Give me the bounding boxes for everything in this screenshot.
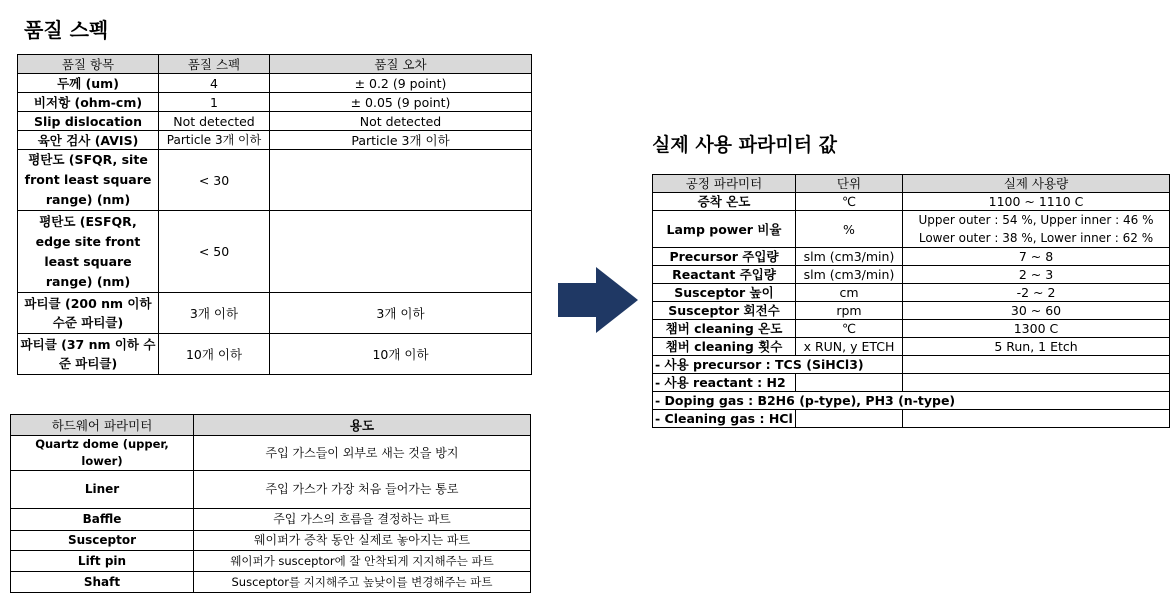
table-row (653, 284, 1170, 302)
table-row (18, 293, 532, 334)
table-row (653, 338, 1170, 356)
hardware-name: Lift pin (11, 551, 194, 572)
param-name: Susceptor 회전수 (653, 302, 796, 320)
hardware-use: 웨이퍼가 증착 동안 실제로 놓아지는 파트 (194, 531, 531, 551)
table-row (653, 302, 1170, 320)
table-row (653, 266, 1170, 284)
table-row (11, 531, 531, 551)
spec-value: 4 (159, 74, 270, 93)
lamp-power-lower: Lower outer : 38 %, Lower inner : 62 % (918, 231, 1154, 245)
param-value: 30 ~ 60 (903, 302, 1170, 320)
right-arrow-icon (558, 267, 638, 333)
spec-tolerance: ± 0.05 (9 point) (270, 93, 532, 112)
table-row (18, 211, 532, 293)
param-name: 챔버 cleaning 횟수 (653, 338, 796, 356)
note-empty-cell (903, 356, 1170, 374)
param-name: 증착 온도 (653, 193, 796, 211)
spec-value: Not detected (159, 112, 270, 131)
process-parameter-table (652, 174, 1170, 428)
table-header-row (653, 175, 1170, 193)
lamp-power-upper: Upper outer : 54 %, Upper inner : 46 % (918, 213, 1154, 227)
spec-value: 1 (159, 93, 270, 112)
table-row (18, 334, 532, 375)
hardware-name: Shaft (11, 572, 194, 593)
hardware-use: 주입 가스가 가장 처음 들어가는 통로 (194, 471, 531, 509)
table-row (653, 320, 1170, 338)
spec-value: < 50 (159, 211, 270, 293)
table-row (18, 131, 532, 150)
spec-tolerance: Particle 3개 이하 (270, 131, 532, 150)
column-header: 품질 스펙 (159, 55, 270, 74)
param-unit: ℃ (796, 320, 903, 338)
params-title: 실제 사용 파라미터 값 (652, 134, 838, 156)
hardware-name: Liner (11, 471, 194, 509)
param-value: 5 Run, 1 Etch (903, 338, 1170, 356)
column-header: 용도 (194, 415, 531, 436)
spec-item: 평탄도 (SFQR, site front least square range) (nm) (18, 150, 159, 211)
hardware-name: Quartz dome (upper, lower) (11, 436, 194, 471)
spec-item: 파티클 (200 nm 이하 수준 파티클) (18, 293, 159, 334)
param-value: 1300 C (903, 320, 1170, 338)
spec-item: 육안 검사 (AVIS) (18, 131, 159, 150)
spec-item: 평탄도 (ESFQR, edge site front least square range) (nm) (18, 211, 159, 293)
note-text: - 사용 reactant : H2 (653, 374, 796, 392)
table-header-row (18, 55, 532, 74)
note-empty-cell (903, 410, 1170, 428)
hardware-parameter-table (10, 414, 531, 593)
param-unit: slm (cm3/min) (796, 266, 903, 284)
spec-value: Particle 3개 이하 (159, 131, 270, 150)
spec-tolerance: 3개 이하 (270, 293, 532, 334)
spec-tolerance: 10개 이하 (270, 334, 532, 375)
spec-value: 3개 이하 (159, 293, 270, 334)
param-value: -2 ~ 2 (903, 284, 1170, 302)
param-name: 챔버 cleaning 온도 (653, 320, 796, 338)
param-unit: x RUN, y ETCH (796, 338, 903, 356)
note-text: - Doping gas : B2H6 (p-type), PH3 (n-type) (653, 392, 1170, 410)
param-name: Lamp power 비율 (653, 211, 796, 248)
hardware-name: Baffle (11, 509, 194, 531)
table-row (18, 150, 532, 211)
param-value (903, 211, 1170, 248)
table-row (653, 248, 1170, 266)
param-value: 2 ~ 3 (903, 266, 1170, 284)
note-row (653, 374, 1170, 392)
param-unit: cm (796, 284, 903, 302)
hardware-use: Susceptor를 지지해주고 높낮이를 변경해주는 파트 (194, 572, 531, 593)
note-row (653, 356, 1170, 374)
spec-item: Slip dislocation (18, 112, 159, 131)
spec-item: 비저항 (ohm-cm) (18, 93, 159, 112)
table-row (11, 551, 531, 572)
note-empty-cell (903, 374, 1170, 392)
note-text: - Cleaning gas : HCl (653, 410, 796, 428)
spec-tolerance (270, 150, 532, 211)
table-row (11, 471, 531, 509)
hardware-name: Susceptor (11, 531, 194, 551)
param-value: 1100 ~ 1110 C (903, 193, 1170, 211)
spec-item: 파티클 (37 nm 이하 수준 파티클) (18, 334, 159, 375)
table-header-row (11, 415, 531, 436)
table-row (11, 436, 531, 471)
param-value: 7 ~ 8 (903, 248, 1170, 266)
table-row (11, 572, 531, 593)
spec-tolerance: Not detected (270, 112, 532, 131)
spec-tolerance: ± 0.2 (9 point) (270, 74, 532, 93)
spec-value: < 30 (159, 150, 270, 211)
param-unit: % (796, 211, 903, 248)
spec-value: 10개 이하 (159, 334, 270, 375)
table-row (18, 74, 532, 93)
column-header: 하드웨어 파라미터 (11, 415, 194, 436)
param-name: Susceptor 높이 (653, 284, 796, 302)
hardware-use: 주입 가스의 흐름을 결정하는 파트 (194, 509, 531, 531)
param-unit: ℃ (796, 193, 903, 211)
column-header: 품질 오차 (270, 55, 532, 74)
param-unit: slm (cm3/min) (796, 248, 903, 266)
param-name: Precursor 주입량 (653, 248, 796, 266)
hardware-use: 주입 가스들이 외부로 새는 것을 방지 (194, 436, 531, 471)
spec-item: 두께 (um) (18, 74, 159, 93)
table-row (18, 112, 532, 131)
note-text: - 사용 precursor : TCS (SiHCl3) (653, 356, 903, 374)
table-row (653, 193, 1170, 211)
column-header: 단위 (796, 175, 903, 193)
param-name: Reactant 주입량 (653, 266, 796, 284)
note-empty-cell (796, 410, 903, 428)
column-header: 품질 항목 (18, 55, 159, 74)
note-row (653, 410, 1170, 428)
note-empty-cell (796, 374, 903, 392)
table-row (11, 509, 531, 531)
column-header: 실제 사용량 (903, 175, 1170, 193)
spec-tolerance (270, 211, 532, 293)
spec-title: 품질 스펙 (24, 18, 109, 42)
quality-spec-table (17, 54, 532, 375)
hardware-use: 웨이퍼가 susceptor에 잘 안착되게 지지해주는 파트 (194, 551, 531, 572)
param-unit: rpm (796, 302, 903, 320)
table-row (653, 211, 1170, 248)
table-row (18, 93, 532, 112)
column-header: 공정 파라미터 (653, 175, 796, 193)
note-row (653, 392, 1170, 410)
